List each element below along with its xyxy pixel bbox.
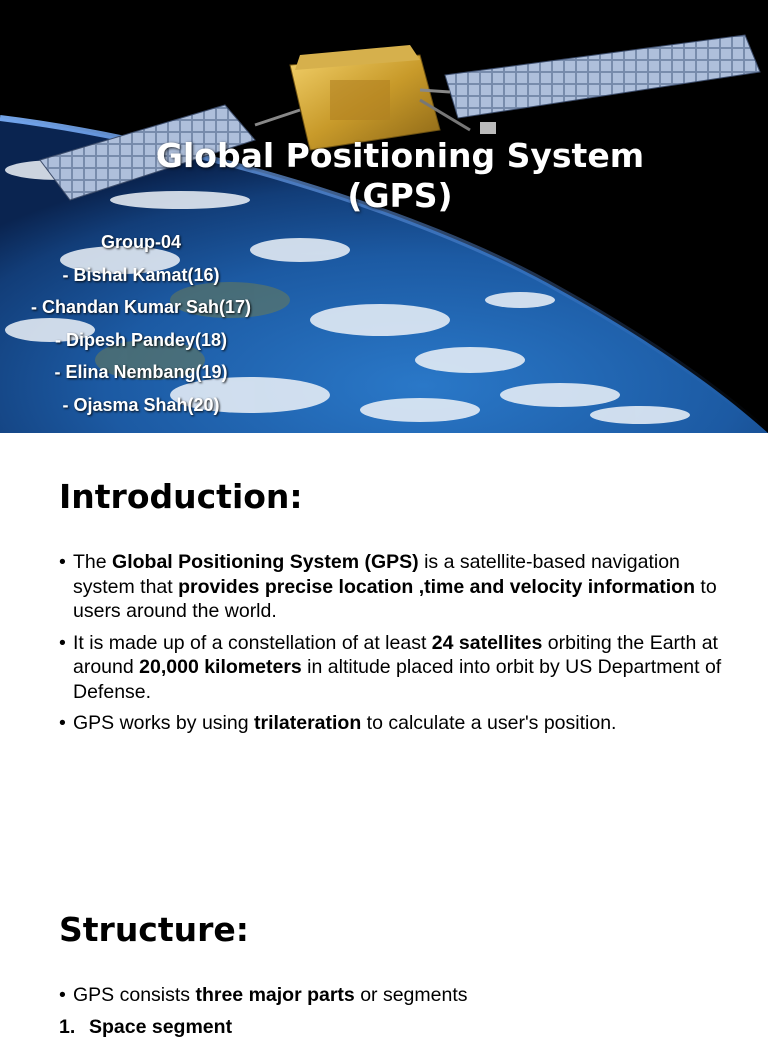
bullet-text: is a satellite-based navigation system that bbox=[73, 551, 680, 598]
member-item: - Chandan Kumar Sah(17) bbox=[0, 291, 282, 324]
bullet-item bbox=[59, 550, 729, 624]
bullet-item bbox=[59, 983, 729, 1008]
bullet-text: GPS works by using bbox=[73, 712, 254, 734]
bullet-item bbox=[59, 711, 729, 736]
item-number: 1. bbox=[59, 1015, 75, 1039]
bullet-bold-text: trilateration bbox=[254, 712, 361, 734]
bullet-dot: • bbox=[59, 711, 66, 736]
numbered-item bbox=[59, 1015, 729, 1039]
member-item: - Dipesh Pandey(18) bbox=[0, 324, 282, 357]
bullet-text: to users around the world. bbox=[73, 576, 717, 623]
structure-bullets bbox=[59, 983, 729, 1039]
member-item: - Ojasma Shah(20) bbox=[0, 389, 282, 422]
bullet-bold-text: 24 satellites bbox=[432, 632, 543, 654]
bullet-bold-text: three major parts bbox=[195, 984, 354, 1006]
bullet-bold-text: provides precise location ,time and velocity information bbox=[178, 576, 695, 598]
bullet-text: to calculate a user's position. bbox=[361, 712, 616, 734]
bullet-dot: • bbox=[59, 983, 66, 1008]
bullet-text: or segments bbox=[355, 984, 468, 1006]
title-slide bbox=[0, 0, 768, 433]
group-members bbox=[0, 226, 282, 422]
bullet-text: in altitude placed into orbit by US Department of Defense. bbox=[73, 656, 721, 703]
slide-title bbox=[110, 136, 690, 216]
introduction-heading: Introduction: bbox=[59, 477, 303, 517]
bullet-text: orbiting the Earth at around bbox=[73, 632, 718, 679]
introduction-bullets bbox=[59, 550, 729, 743]
bullet-dot: • bbox=[59, 550, 66, 575]
bullet-bold-text: 20,000 kilometers bbox=[139, 656, 302, 678]
structure-heading: Structure: bbox=[59, 910, 249, 950]
bullet-text: It is made up of a constellation of at least bbox=[73, 632, 432, 654]
member-item: - Bishal Kamat(16) bbox=[0, 259, 282, 292]
bullet-text: GPS consists bbox=[73, 984, 195, 1006]
member-item: - Elina Nembang(19) bbox=[0, 356, 282, 389]
item-label: Space segment bbox=[89, 1016, 232, 1038]
content-slide bbox=[0, 433, 768, 1024]
bullet-text: The bbox=[73, 551, 112, 573]
bullet-bold-text: Global Positioning System (GPS) bbox=[112, 551, 419, 573]
bullet-dot: • bbox=[59, 631, 66, 656]
group-label: Group-04 bbox=[0, 226, 282, 259]
bullet-item bbox=[59, 631, 729, 705]
title-line-1: Global Positioning System bbox=[110, 136, 690, 176]
title-line-2: (GPS) bbox=[110, 176, 690, 216]
